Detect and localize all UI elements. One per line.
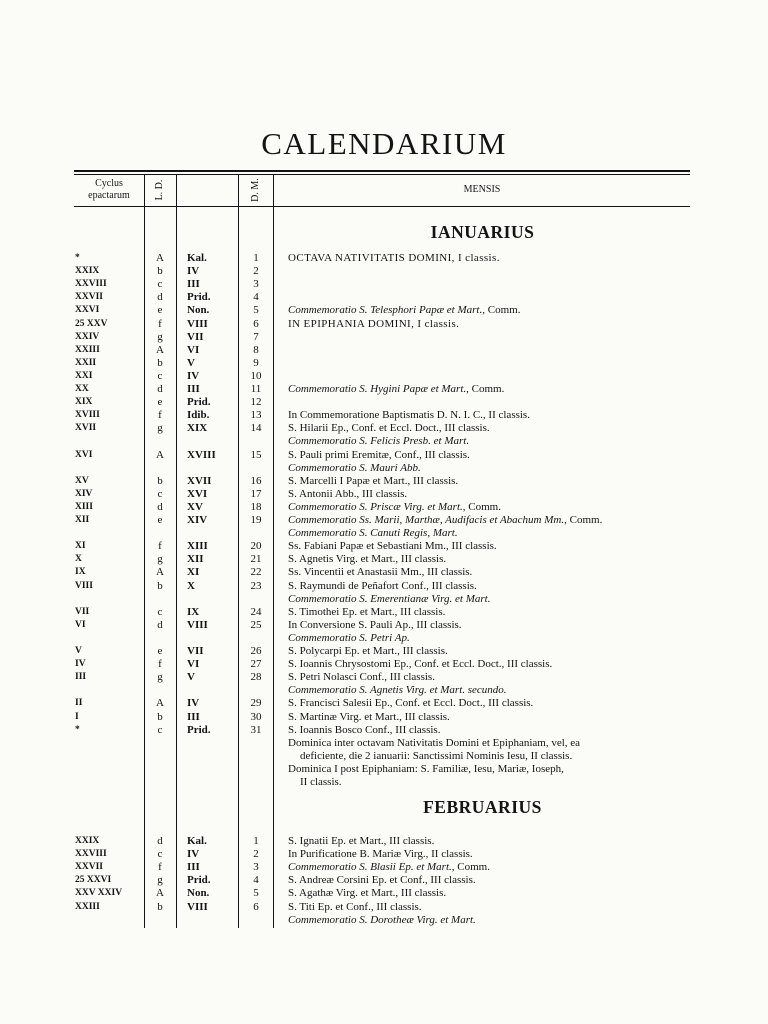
epact-cell: VI [75, 619, 86, 630]
calendar-row [0, 724, 768, 737]
month-note: deficiente, die 2 ianuarii: Sanctissimi Nominis Iesu, II classis. [300, 749, 573, 762]
epact-cell: XVII [75, 423, 97, 434]
dominical-letter-cell: f [158, 658, 162, 671]
calendar-row [0, 331, 768, 344]
roman-date-cell: III [187, 710, 200, 723]
feast-rank: , Comm. [482, 304, 521, 317]
feast-main: S. Titi Ep. et Conf., III classis. [288, 900, 422, 913]
feast-text [288, 901, 422, 914]
feast-main: S. Marcelli I Papæ et Mart., III classis. [288, 474, 459, 487]
roman-date-cell: Prid. [187, 396, 211, 409]
epact-cell: IX [75, 567, 86, 578]
feast-main: OCTAVA NATIVITATIS DOMINI, I classis. [288, 252, 500, 264]
day-number-cell: 5 [253, 304, 259, 317]
header-mensis: MENSIS [463, 184, 501, 195]
epact-cell: VII [75, 606, 90, 617]
roman-date-cell: IV [187, 265, 200, 278]
feast-text [288, 318, 459, 331]
calendar-row [0, 580, 768, 593]
roman-date-cell: XI [187, 566, 200, 579]
feast-text [288, 835, 434, 848]
feast-rank: , Comm. [451, 861, 490, 874]
day-number-cell: 4 [253, 874, 259, 887]
feast-text [288, 874, 476, 887]
feast-text [288, 711, 450, 724]
feast-commemoration: Commemoratio S. Petri Ap. [288, 631, 410, 644]
feast-text [288, 887, 446, 900]
feast-text [288, 658, 552, 671]
feast-main: S. Raymundi de Peñafort Conf., III classis. [288, 579, 477, 592]
roman-date-cell: VII [187, 645, 204, 657]
dominical-letter-cell: b [157, 265, 163, 278]
roman-date-cell: VIII [187, 900, 208, 913]
epact-cell: VIII [75, 580, 93, 591]
day-number-cell: 29 [250, 697, 262, 710]
epact-cell: XVI [75, 449, 93, 460]
day-number-cell: 25 [250, 618, 262, 631]
roman-date-cell: IV [187, 848, 200, 861]
feast-text [288, 409, 530, 422]
calendar-row [0, 291, 768, 304]
header-rule-top [74, 170, 690, 172]
feast-text [288, 488, 407, 501]
month-note: II classis. [300, 776, 342, 788]
feast-text [288, 619, 462, 632]
dominical-letter-cell: d [157, 500, 163, 513]
epact-cell: XXIX [75, 266, 100, 277]
feast-text [288, 697, 533, 710]
roman-date-cell: III [187, 278, 200, 291]
roman-date-cell: Prid. [187, 874, 211, 887]
day-number-cell: 31 [250, 723, 262, 736]
feast-commemoration: Commemoratio S. Agnetis Virg. et Mart. secundo. [288, 684, 507, 697]
day-number-cell: 8 [253, 343, 259, 356]
feast-commemoration: Commemoratio S. Emerentianæ Virg. et Mart. [288, 592, 491, 605]
roman-date-cell: VIII [187, 618, 208, 631]
feast-main: Commemoratio S. Blasii Ep. et Mart. [288, 861, 452, 874]
calendar-row [0, 874, 768, 887]
day-number-cell: 9 [253, 356, 259, 369]
day-number-cell: 2 [253, 848, 259, 861]
feast-text [288, 861, 490, 874]
roman-date-cell: V [187, 356, 195, 369]
feast-main: IN EPIPHANIA DOMINI, I classis. [288, 317, 460, 330]
dominical-letter-cell: f [158, 317, 162, 330]
day-number-cell: 4 [253, 291, 259, 304]
calendar-row [0, 514, 768, 527]
calendar-row [0, 344, 768, 357]
calendar-row [0, 671, 768, 684]
epact-cell: * [75, 724, 80, 735]
feast-commemoration: Commemoratio S. Dorotheæ Virg. et Mart. [288, 913, 476, 926]
day-number-cell: 24 [250, 605, 262, 618]
day-number-cell: 6 [253, 900, 259, 913]
feast-main: S. Francisci Salesii Ep., Conf. et Eccl. Doct., III classis. [288, 697, 534, 710]
feast-main: S. Ioannis Chrysostomi Ep., Conf. et Eccl. Doct., III classis. [288, 658, 553, 671]
feast-text [288, 724, 440, 737]
roman-date-cell: VI [187, 343, 200, 356]
roman-date-cell: V [187, 671, 195, 684]
epact-cell: XIV [75, 488, 93, 499]
day-number-cell: 3 [253, 278, 259, 291]
dominical-letter-cell: c [157, 848, 163, 861]
calendar-row [0, 501, 768, 514]
feast-text [288, 252, 500, 265]
header-dm: D. M. [250, 178, 261, 202]
calendar-row [0, 553, 768, 566]
feast-main: Ss. Vincentii et Anastasii Mm., III classis. [288, 566, 473, 579]
month-heading-ianuarius: IANUARIUS [430, 222, 535, 242]
roman-date-cell: Prid. [187, 723, 211, 736]
day-number-cell: 11 [250, 383, 262, 395]
feast-text [288, 553, 446, 566]
epact-cell: XIII [75, 501, 93, 512]
day-number-cell: 15 [250, 448, 262, 461]
calendar-row [0, 566, 768, 579]
dominical-letter-cell: c [157, 278, 163, 291]
epact-cell: XXIV [75, 331, 100, 342]
feast-main: S. Andreæ Corsini Ep. et Conf., III classis. [288, 874, 476, 887]
header-cyclus-line1: Cyclus [95, 178, 123, 189]
feast-text [288, 383, 504, 396]
roman-date-cell: XVIII [187, 448, 216, 461]
dominical-letter-cell: g [157, 671, 163, 684]
feast-main: S. Petri Nolasci Conf., III classis. [288, 671, 435, 684]
header-rule-bottom [74, 206, 690, 207]
roman-date-cell: III [187, 383, 200, 395]
day-number-cell: 12 [250, 396, 262, 409]
feast-commemoration: Commemoratio S. Mauri Abb. [288, 461, 421, 474]
day-number-cell: 30 [250, 710, 262, 723]
feast-main: Commemoratio S. Hygini Papæ et Mart. [288, 383, 467, 395]
feast-commemoration: Commemoratio S. Felicis Presb. et Mart. [288, 435, 470, 448]
day-number-cell: 7 [253, 330, 259, 343]
feast-main: S. Pauli primi Eremitæ, Conf., III classis. [288, 448, 470, 461]
roman-date-cell: Kal. [187, 835, 207, 847]
epact-cell: XXIX [75, 836, 100, 846]
dominical-letter-cell: A [156, 448, 164, 461]
epact-cell: XXVIII [75, 849, 107, 860]
dominical-letter-cell: c [157, 605, 163, 618]
calendar-row [0, 901, 768, 914]
epact-cell: X [75, 554, 82, 565]
feast-text [288, 422, 490, 435]
epact-cell: XV [75, 475, 89, 486]
roman-date-cell: VIII [187, 317, 208, 330]
roman-date-cell: Non. [187, 304, 210, 317]
calendar-row [0, 449, 768, 462]
dominical-letter-cell: e [157, 645, 163, 657]
day-number-cell: 14 [250, 422, 262, 435]
feast-rank: , Comm. [466, 383, 505, 395]
day-number-cell: 28 [250, 671, 262, 684]
feast-rank: , Comm. [462, 500, 501, 513]
day-number-cell: 21 [250, 553, 262, 566]
feast-main: In Commemoratione Baptismatis D. N. I. C., II classis. [288, 409, 530, 422]
dominical-letter-cell: f [158, 861, 162, 874]
feast-rank: , Comm. [564, 514, 603, 526]
feast-commemoration: Commemoratio S. Canuti Regis, Mart. [288, 527, 458, 540]
calendar-row [0, 318, 768, 331]
feast-main: Commemoratio S. Priscæ Virg. et Mart. [288, 500, 463, 513]
epact-cell: XXV XXIV [75, 888, 123, 899]
dominical-letter-cell: b [157, 710, 163, 723]
roman-date-cell: Idib. [187, 409, 210, 422]
month-note: Dominica inter octavam Nativitatis Domini et Epiphaniam, vel, ea [288, 736, 581, 749]
epact-cell: XI [75, 541, 86, 552]
epact-cell: * [75, 253, 80, 263]
dominical-letter-cell: c [157, 487, 163, 500]
day-number-cell: 27 [250, 658, 262, 671]
epact-cell: XXIII [75, 344, 100, 355]
dominical-letter-cell: g [157, 422, 163, 435]
calendar-row [0, 304, 768, 317]
roman-date-cell: IX [187, 605, 200, 618]
dominical-letter-cell: A [156, 252, 164, 264]
roman-date-cell: XIII [187, 540, 208, 553]
day-number-cell: 23 [250, 579, 262, 592]
roman-date-cell: XVII [187, 474, 212, 487]
roman-date-cell: Non. [187, 887, 210, 900]
epact-cell: XX [75, 384, 89, 394]
month-note: Dominica I post Epiphaniam: S. Familiæ, Iesu, Mariæ, Ioseph, [288, 762, 564, 775]
calendar-row [0, 357, 768, 370]
feast-main: S. Timothei Ep. et Mart., III classis. [288, 605, 446, 618]
calendar-row [0, 658, 768, 671]
calendar-row [0, 370, 768, 383]
feast-main: S. Ignatii Ep. et Mart., III classis. [288, 835, 435, 847]
dominical-letter-cell: f [158, 540, 162, 553]
calendar-row [0, 488, 768, 501]
dominical-letter-cell: g [157, 553, 163, 566]
feast-text [288, 645, 448, 658]
roman-date-cell: VI [187, 658, 200, 671]
roman-date-cell: IV [187, 697, 200, 710]
dominical-letter-cell: g [157, 330, 163, 343]
epact-cell: 25 XXV [75, 318, 108, 329]
calendar-row [0, 475, 768, 488]
dominical-letter-cell: c [157, 369, 163, 382]
day-number-cell: 17 [250, 487, 262, 500]
roman-date-cell: Kal. [187, 252, 207, 264]
header-ld: L. D. [154, 179, 165, 201]
roman-date-cell: Prid. [187, 291, 211, 304]
feast-text [288, 606, 445, 619]
dominical-letter-cell: f [158, 409, 162, 422]
day-number-cell: 26 [250, 645, 262, 657]
feast-main: In Conversione S. Pauli Ap., III classis. [288, 618, 462, 631]
feast-main: In Purificatione B. Mariæ Virg., II classis. [288, 848, 473, 861]
header-cyclus-line2: epactarum [88, 190, 130, 201]
dominical-letter-cell: g [157, 874, 163, 887]
dominical-letter-cell: d [157, 618, 163, 631]
page-title: CALENDARIUM [261, 126, 507, 161]
calendar-row [0, 848, 768, 861]
epact-cell: V [75, 646, 82, 656]
dominical-letter-cell: A [156, 566, 164, 579]
calendar-row [0, 265, 768, 278]
day-number-cell: 16 [250, 474, 262, 487]
roman-date-cell: XII [187, 553, 204, 566]
month-heading-februarius: FEBRUARIUS [423, 797, 542, 817]
feast-text [288, 540, 497, 553]
feast-main: S. Hilarii Ep., Conf. et Eccl. Doct., III classis. [288, 422, 490, 435]
epact-cell: XVIII [75, 410, 100, 421]
calendar-row [0, 422, 768, 435]
epact-cell: XXVI [75, 305, 100, 316]
epact-cell: XXVIII [75, 279, 107, 290]
feast-main: S. Martinæ Virg. et Mart., III classis. [288, 710, 450, 723]
day-number-cell: 13 [250, 409, 262, 422]
dominical-letter-cell: b [157, 900, 163, 913]
epact-cell: XIX [75, 397, 93, 408]
epact-cell: XXI [75, 370, 93, 381]
calendar-row [0, 278, 768, 291]
feast-main: S. Agnetis Virg. et Mart., III classis. [288, 553, 447, 566]
calendar-row [0, 606, 768, 619]
feast-text [288, 514, 602, 527]
calendar-row [0, 396, 768, 409]
header-rule-top-thin [74, 174, 690, 175]
day-number-cell: 22 [250, 566, 262, 579]
calendar-row [0, 252, 768, 265]
dominical-letter-cell: A [156, 887, 164, 900]
calendar-row [0, 619, 768, 632]
calendar-row [0, 711, 768, 724]
roman-date-cell: X [187, 579, 195, 592]
epact-cell: I [75, 711, 79, 722]
calendar-row [0, 409, 768, 422]
day-number-cell: 1 [253, 835, 259, 847]
feast-main: S. Ioannis Bosco Conf., III classis. [288, 723, 441, 736]
feast-text [288, 580, 477, 593]
day-number-cell: 6 [253, 317, 259, 330]
dominical-letter-cell: b [157, 356, 163, 369]
roman-date-cell: IV [187, 369, 200, 382]
calendar-row [0, 540, 768, 553]
epact-cell: XXII [75, 357, 97, 368]
feast-text [288, 566, 472, 579]
dominical-letter-cell: e [157, 396, 163, 409]
feast-main: S. Antonii Abb., III classis. [288, 487, 408, 500]
feast-main: S. Polycarpi Ep. et Mart., III classis. [288, 645, 448, 657]
dominical-letter-cell: e [157, 304, 163, 317]
roman-date-cell: XVI [187, 487, 208, 500]
dominical-letter-cell: e [157, 514, 163, 526]
epact-cell: XXIII [75, 901, 100, 912]
epact-cell: 25 XXVI [75, 875, 112, 886]
feast-text [288, 449, 470, 462]
calendar-row [0, 887, 768, 900]
dominical-letter-cell: A [156, 343, 164, 356]
epact-cell: XXVII [75, 862, 103, 873]
dominical-letter-cell: b [157, 474, 163, 487]
feast-text [288, 501, 501, 514]
header-cyclus [74, 178, 144, 202]
day-number-cell: 20 [250, 540, 262, 553]
epact-cell: III [75, 672, 87, 683]
calendar-row [0, 383, 768, 396]
roman-date-cell: III [187, 861, 200, 874]
feast-text [288, 475, 458, 488]
dominical-letter-cell: d [157, 291, 163, 304]
day-number-cell: 5 [253, 887, 259, 900]
dominical-letter-cell: b [157, 579, 163, 592]
dominical-letter-cell: d [157, 383, 163, 395]
dominical-letter-cell: c [157, 723, 163, 736]
epact-cell: XII [75, 515, 90, 525]
feast-text [288, 671, 435, 684]
epact-cell: IV [75, 659, 86, 670]
day-number-cell: 18 [250, 500, 262, 513]
feast-main: Commemoratio S. Telesphori Papæ et Mart. [288, 304, 483, 317]
feast-main: Ss. Fabiani Papæ et Sebastiani Mm., III classis. [288, 540, 497, 553]
feast-main: S. Agathæ Virg. et Mart., III classis. [288, 887, 447, 900]
day-number-cell: 3 [253, 861, 259, 874]
calendar-row [0, 861, 768, 874]
day-number-cell: 19 [250, 514, 262, 526]
calendar-row [0, 645, 768, 658]
roman-date-cell: XIX [187, 422, 208, 435]
roman-date-cell: XIV [187, 514, 208, 526]
calendar-row [0, 697, 768, 710]
roman-date-cell: VII [187, 330, 204, 343]
dominical-letter-cell: A [156, 697, 164, 710]
epact-cell: XXVII [75, 292, 103, 303]
epact-cell: II [75, 698, 83, 709]
day-number-cell: 1 [253, 252, 259, 264]
feast-main: Commemoratio Ss. Marii, Marthæ, Audifacis et Abachum Mm. [288, 514, 565, 526]
roman-date-cell: XV [187, 500, 203, 513]
day-number-cell: 10 [250, 369, 262, 382]
day-number-cell: 2 [253, 265, 259, 278]
dominical-letter-cell: d [157, 835, 163, 847]
feast-text [288, 848, 473, 861]
calendar-row [0, 835, 768, 848]
feast-text [288, 304, 520, 317]
